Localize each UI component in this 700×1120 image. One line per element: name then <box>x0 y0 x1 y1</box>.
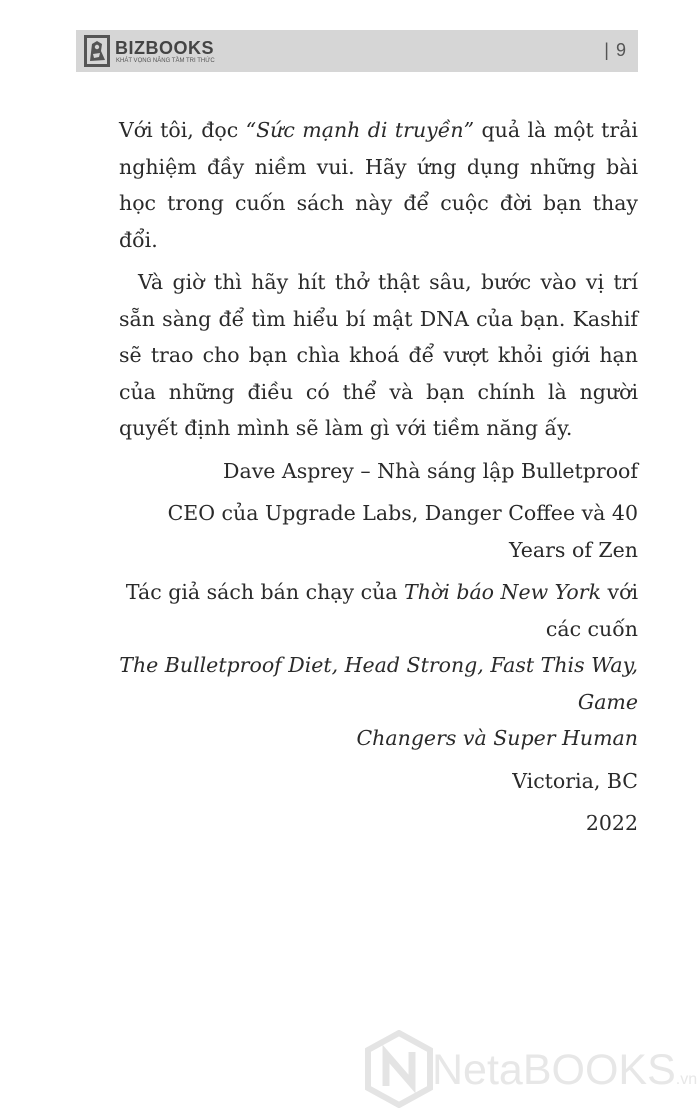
book-list-line-1: The Bulletproof Diet, Head Strong, Fast This Way, Game <box>119 653 638 714</box>
signature-role: CEO của Upgrade Labs, Danger Coffee và 40 Years of Zen <box>167 501 638 562</box>
book-title: “Sức mạnh di truyền” <box>245 118 475 142</box>
signature-credentials <box>119 574 638 757</box>
book-list-line-2: Changers và Super Human <box>356 726 638 750</box>
signature-place: Victoria, BC <box>512 768 638 793</box>
running-header <box>76 30 638 72</box>
signature-year: 2022 <box>585 811 638 835</box>
bizbooks-logo-icon <box>84 35 110 67</box>
page-number: 9 <box>615 40 626 60</box>
signature-name: Dave Asprey – Nhà sáng lập Bulletproof <box>223 458 638 483</box>
page-number-area <box>604 40 626 61</box>
watermark-text: NetaBOOKS.vn <box>432 1046 698 1094</box>
paragraph-2: Và giờ thì hãy hít thở thật sâu, bước vào vị trí sẵn sàng để tìm hiểu bí mật DNA của bạn. Kashif sẽ trao cho bạn chìa khoá để vượt khỏi giới hạn của những điều có thể và bạn chính là người quyết định mình sẽ làm gì với tiềm năng ấy. <box>119 270 638 440</box>
watermark <box>364 1030 698 1110</box>
netabooks-hexagon-icon <box>364 1030 434 1108</box>
publication-name: Thời báo New York <box>404 580 601 604</box>
brand-tagline: KHÁT VỌNG NÂNG TẦM TRI THỨC <box>116 58 215 64</box>
page-body <box>119 112 638 848</box>
page-number-separator: | <box>604 40 609 60</box>
paragraph-1: Với tôi, đọc “Sức mạnh di truyền” quả là một trải nghiệm đầy niềm vui. Hãy ứng dụng những bài học trong cuốn sách này để cuộc đời bạn thay đổi. <box>119 118 638 252</box>
brand-name: BIZBOOKS <box>115 38 215 58</box>
signature-author-line: Tác giả sách bán chạy của Thời báo New York với các cuốn <box>125 580 638 641</box>
